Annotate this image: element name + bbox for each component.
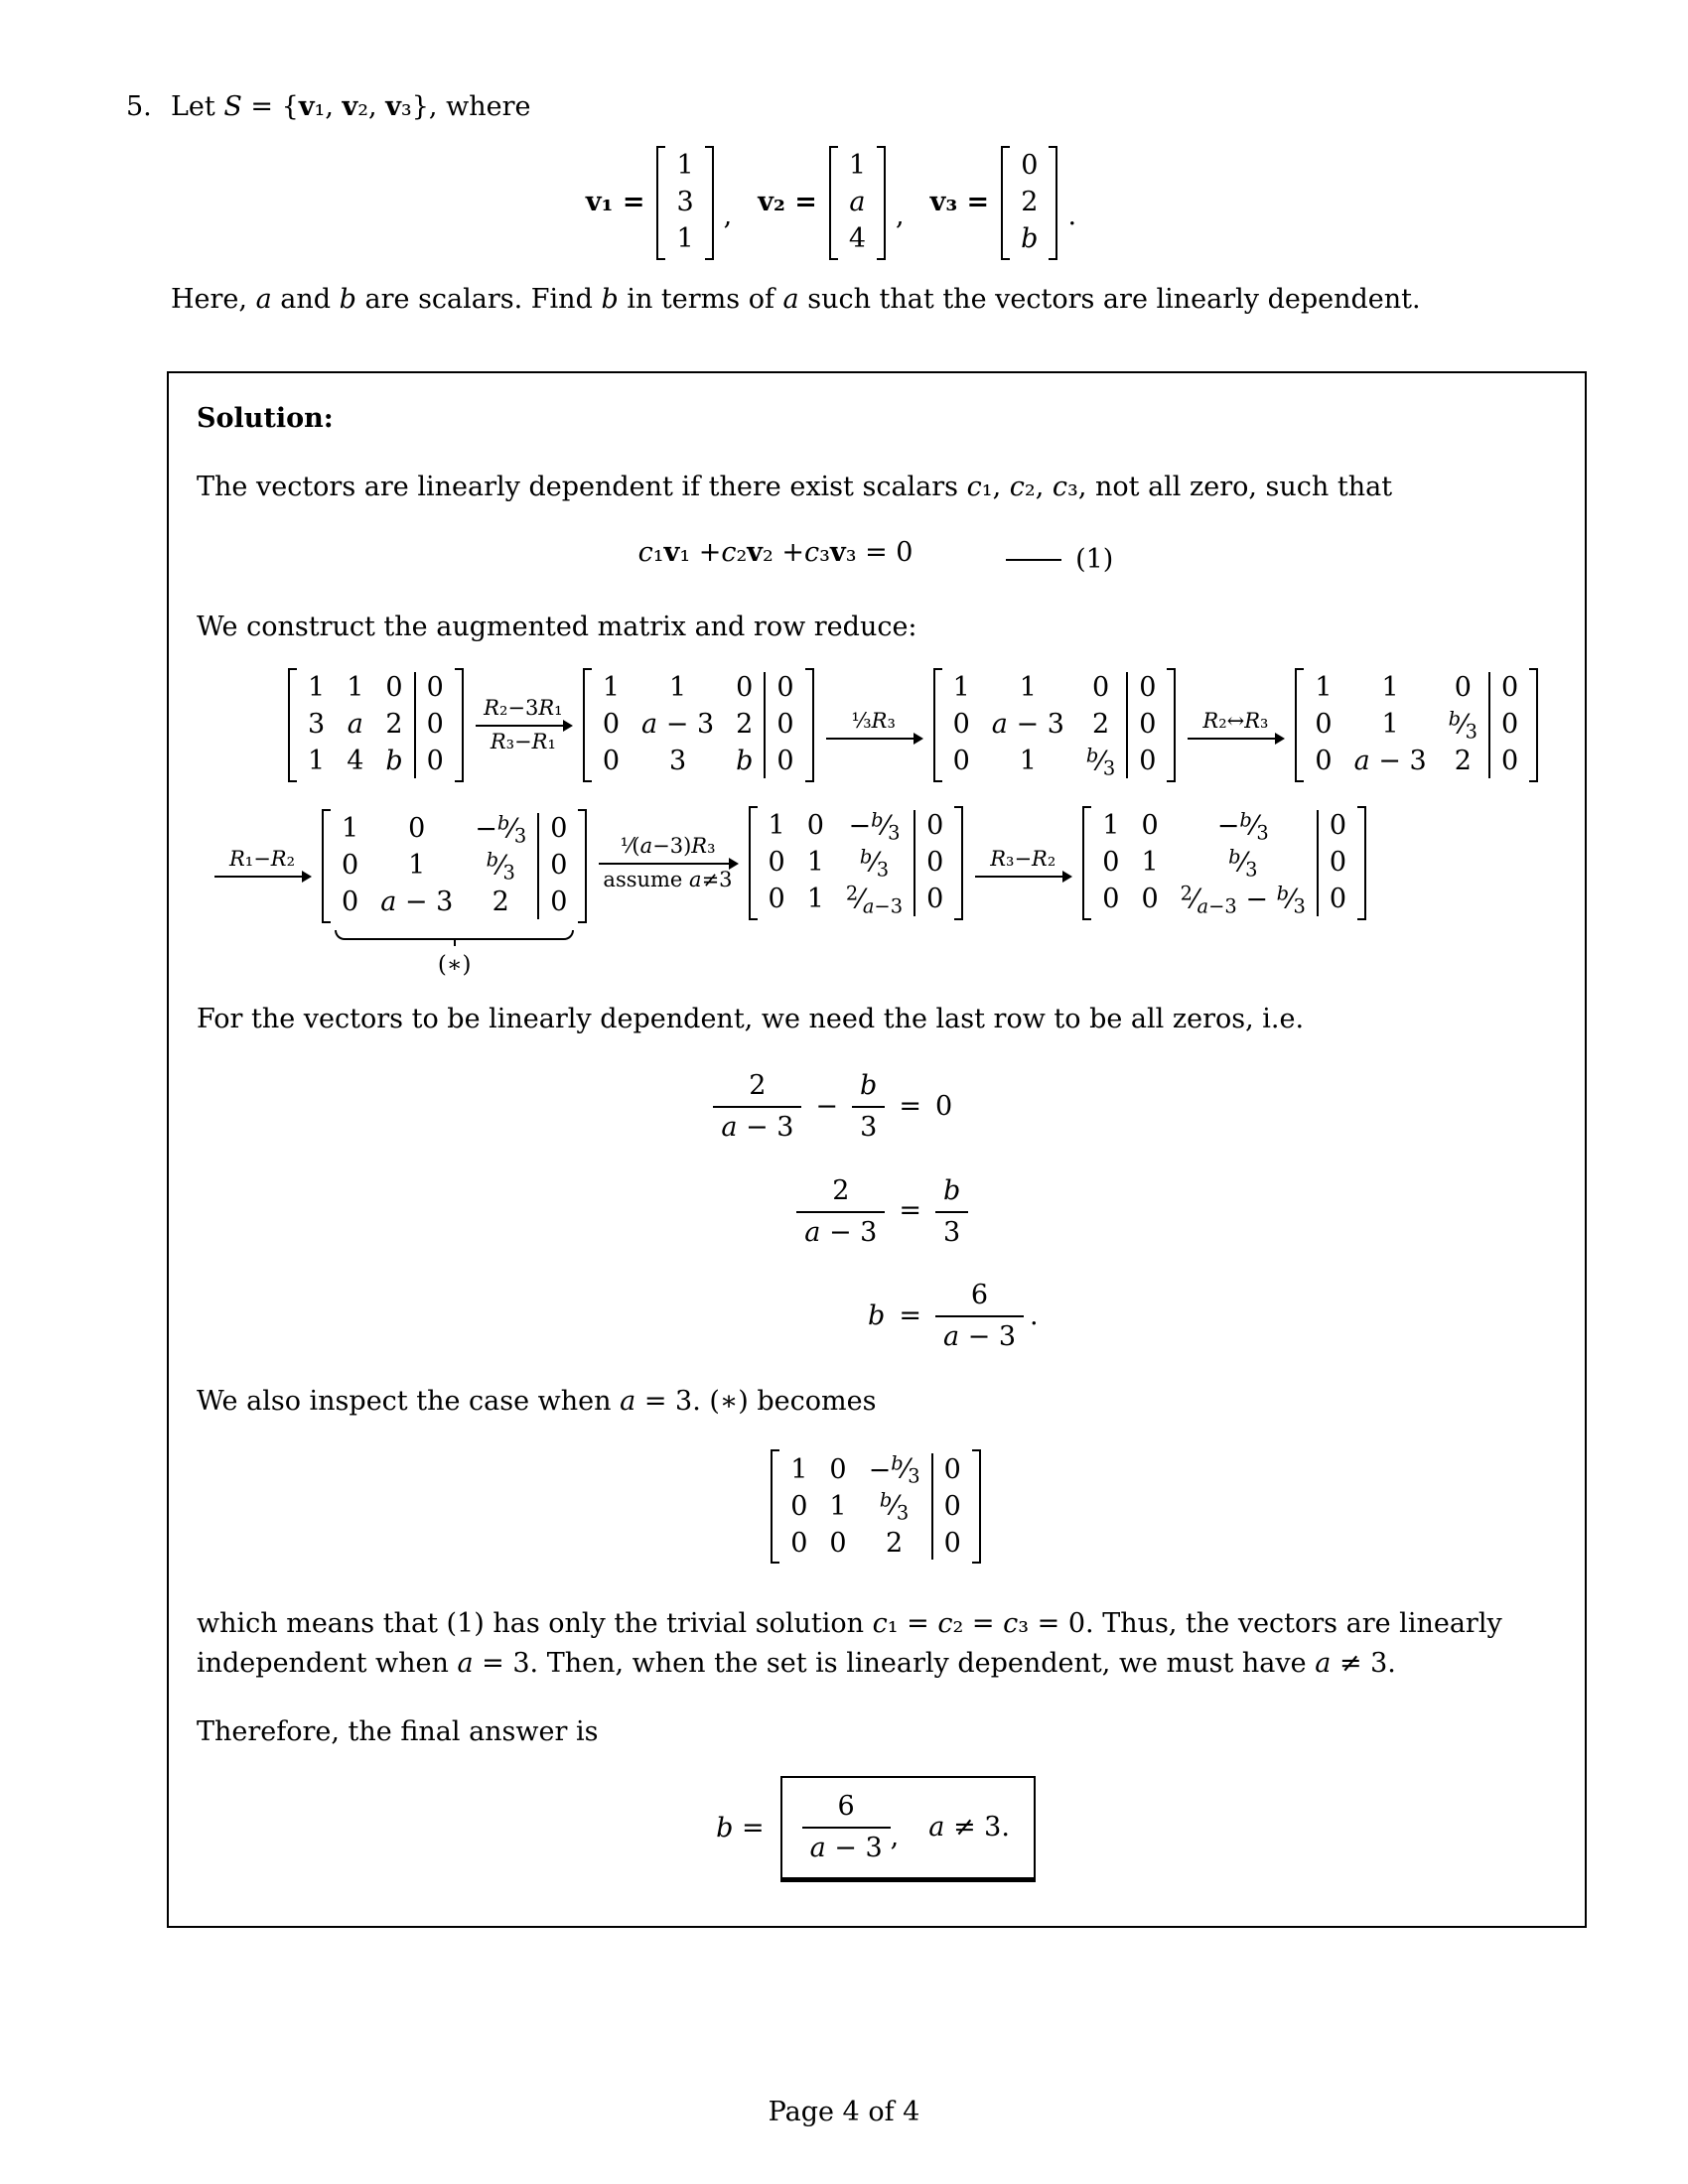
right-arrow-icon (1188, 738, 1283, 740)
fraction-denominator: a − 3 (802, 1827, 891, 1865)
solution-heading: Solution: (197, 403, 334, 434)
equation-1 (197, 533, 1555, 580)
solution-paragraph-4: We also inspect the case when a = 3. (∗) becomes (197, 1385, 877, 1417)
right-arrow-icon (975, 876, 1070, 878)
equation-1-tag (1006, 540, 1113, 581)
derive-row1-lhs (713, 1069, 885, 1145)
final-answer-condition: a ≠ 3. (928, 1811, 1010, 1843)
fraction-numerator: b (860, 1070, 878, 1102)
solution-box (167, 371, 1587, 1928)
row-op-arrow-5 (599, 833, 736, 893)
vector-v1-label: v₁ = (585, 186, 645, 217)
end-period: . (1067, 200, 1077, 231)
row-reduction-line-1 (288, 666, 1555, 784)
derive-row3-lhs (713, 1279, 885, 1354)
fraction-denominator: a − 3 (935, 1315, 1024, 1354)
derive-row1-rhs (885, 1069, 1038, 1145)
fraction (935, 1279, 1024, 1354)
row-op-label-bottom: R₃−R₁ (490, 730, 556, 754)
vector-v3-label: v₃ = (929, 186, 990, 217)
row-reduction-line-2 (203, 804, 1555, 978)
fraction-denominator: 3 (935, 1211, 968, 1250)
problem-statement (126, 87, 1562, 128)
augmented-matrix-4: 1 1 0 0 1 $^b⁄_3$ 0 a − 3 2 0 0 0 (1295, 666, 1538, 784)
right-arrow-icon (214, 876, 310, 878)
vector-v1 (586, 144, 758, 262)
fraction-denominator: a − 3 (713, 1106, 801, 1145)
solution-paragraph-3: For the vectors to be linearly dependent, we need the last row to be all zeros, i.e. (197, 1003, 1305, 1034)
problem-intro: Let S = {v₁, v₂, v₃}, where (171, 91, 531, 122)
vector-v1-matrix: 1 3 1 (656, 144, 713, 262)
row-op-label-top: ¹⁄(a−3)R₃ (620, 834, 716, 858)
augmented-matrix-8: 1 0 $-^b⁄_3$ 0 1 $^b⁄_3$ 0 0 2 0 0 0 (771, 1447, 981, 1566)
equation-1-body: c ₁ v ₁ + c ₂ v ₂ + c ₃ v ₃ = 0 (637, 537, 914, 568)
underbrace (335, 930, 574, 940)
separator-comma: , (723, 200, 733, 231)
augmented-matrix-3: 1 1 0 0 a − 3 2 0 1 $^b⁄_3$ 0 0 0 (933, 666, 1177, 784)
derive-row2-rhs (885, 1174, 1038, 1250)
row-op-arrow-2 (826, 708, 921, 742)
variable-b: b (868, 1299, 886, 1331)
vector-v3-matrix: 0 2 b (1001, 144, 1057, 262)
right-arrow-icon (826, 738, 921, 740)
starred-matrix-group (322, 807, 587, 983)
augmented-matrix-6: 1 0 $-^b⁄_3$ 0 1 $^b⁄_3$ 0 1 $^2⁄_{a-3}$ 0 0 0 (749, 804, 964, 922)
fraction-denominator: 3 (852, 1106, 885, 1145)
augmented-matrix-5: 1 0 $-^b⁄_3$ 0 1 $^b⁄_3$ 0 a − 3 2 0 0 0 (322, 807, 587, 925)
augmented-matrix-7: 1 0 $-^b⁄_3$ 0 1 $^b⁄_3$ 0 0 $^2⁄_{a-3}$ − $^b⁄_3$ 0 0 0 (1082, 804, 1366, 922)
augmented-matrix-1: 1 1 0 3 a 2 1 4 b 0 0 0 (288, 666, 464, 784)
vector-v3 (930, 144, 1102, 262)
end-period: . (1030, 1299, 1039, 1331)
row-op-arrow-1 (476, 695, 571, 755)
derive-row3-rhs (885, 1279, 1038, 1354)
fraction (852, 1069, 885, 1145)
solution-paragraph-6: Therefore, the final answer is (197, 1715, 599, 1747)
fraction-denominator: a − 3 (796, 1211, 885, 1250)
row-op-arrow-4 (214, 846, 310, 880)
equals-sign: = (899, 1090, 921, 1122)
separator-comma: , (890, 1821, 900, 1852)
problem-body: Here, a and b are scalars. Find b in terms of a such that the vectors are linearly dependent. (171, 283, 1421, 315)
vector-v2 (758, 144, 929, 262)
final-answer-line (197, 1776, 1555, 1882)
solution-paragraph-2: We construct the augmented matrix and row reduce: (197, 612, 917, 643)
problem-number: 5. (126, 91, 152, 122)
solution-paragraph-1: The vectors are linearly dependent if there exist scalars c₁, c₂, c₃, not all zero, such that (197, 471, 1393, 502)
page-footer: Page 4 of 4 (768, 2097, 920, 2127)
right-arrow-icon (476, 725, 571, 727)
derive-row2-lhs (713, 1174, 885, 1250)
case-a3-matrix-display (197, 1447, 1555, 1576)
vector-v2-matrix: 1 a 4 (829, 144, 886, 262)
row-op-arrow-3 (1188, 708, 1283, 742)
row-op-arrow-6 (975, 846, 1070, 880)
equals-sign: = (899, 1195, 921, 1227)
augmented-matrix-2: 1 1 0 0 a − 3 2 0 3 b 0 0 0 (583, 666, 814, 784)
vector-display (126, 144, 1562, 262)
equation-number: (1) (1075, 543, 1114, 575)
row-op-label-top: R₁−R₂ (228, 847, 296, 872)
solution-paragraph-5: which means that (1) has only the trivial solution c₁ = c₂ = c₃ = 0. Thus, the vectors are linearly independent when a = 3. Then, when the set is linearly dependent, we must have a ≠ 3. (197, 1607, 1502, 1680)
fraction-numerator: 6 (970, 1280, 989, 1311)
row-op-label-top: R₂−3R₁ (484, 696, 563, 720)
fraction-numerator: b (942, 1174, 961, 1206)
underbrace-label: (∗) (437, 952, 472, 978)
fraction-numerator: 2 (832, 1174, 850, 1206)
fraction-numerator: 2 (749, 1070, 767, 1102)
row-op-label-top: ¹⁄₃R₃ (851, 709, 896, 734)
row-op-label-bottom: assume a≠3 (603, 868, 733, 892)
equals-sign: = (899, 1299, 921, 1331)
right-arrow-icon (599, 863, 736, 865)
separator-comma: , (896, 200, 905, 231)
minus-sign: − (815, 1090, 839, 1122)
fraction (802, 1790, 891, 1865)
row-op-label-top: R₃−R₂ (990, 847, 1056, 872)
final-answer-box (780, 1776, 1036, 1882)
value: 0 (934, 1090, 953, 1122)
vector-v2-label: v₂ = (758, 186, 817, 217)
row-op-label-top: R₂↔R₃ (1202, 709, 1269, 734)
dash-rule (1006, 559, 1061, 561)
fraction-numerator: 6 (837, 1791, 855, 1823)
fraction (935, 1174, 968, 1250)
fraction (796, 1174, 885, 1250)
derivation-equations (197, 1069, 1555, 1354)
fraction (713, 1069, 801, 1145)
final-answer-lhs: b = (716, 1813, 765, 1844)
